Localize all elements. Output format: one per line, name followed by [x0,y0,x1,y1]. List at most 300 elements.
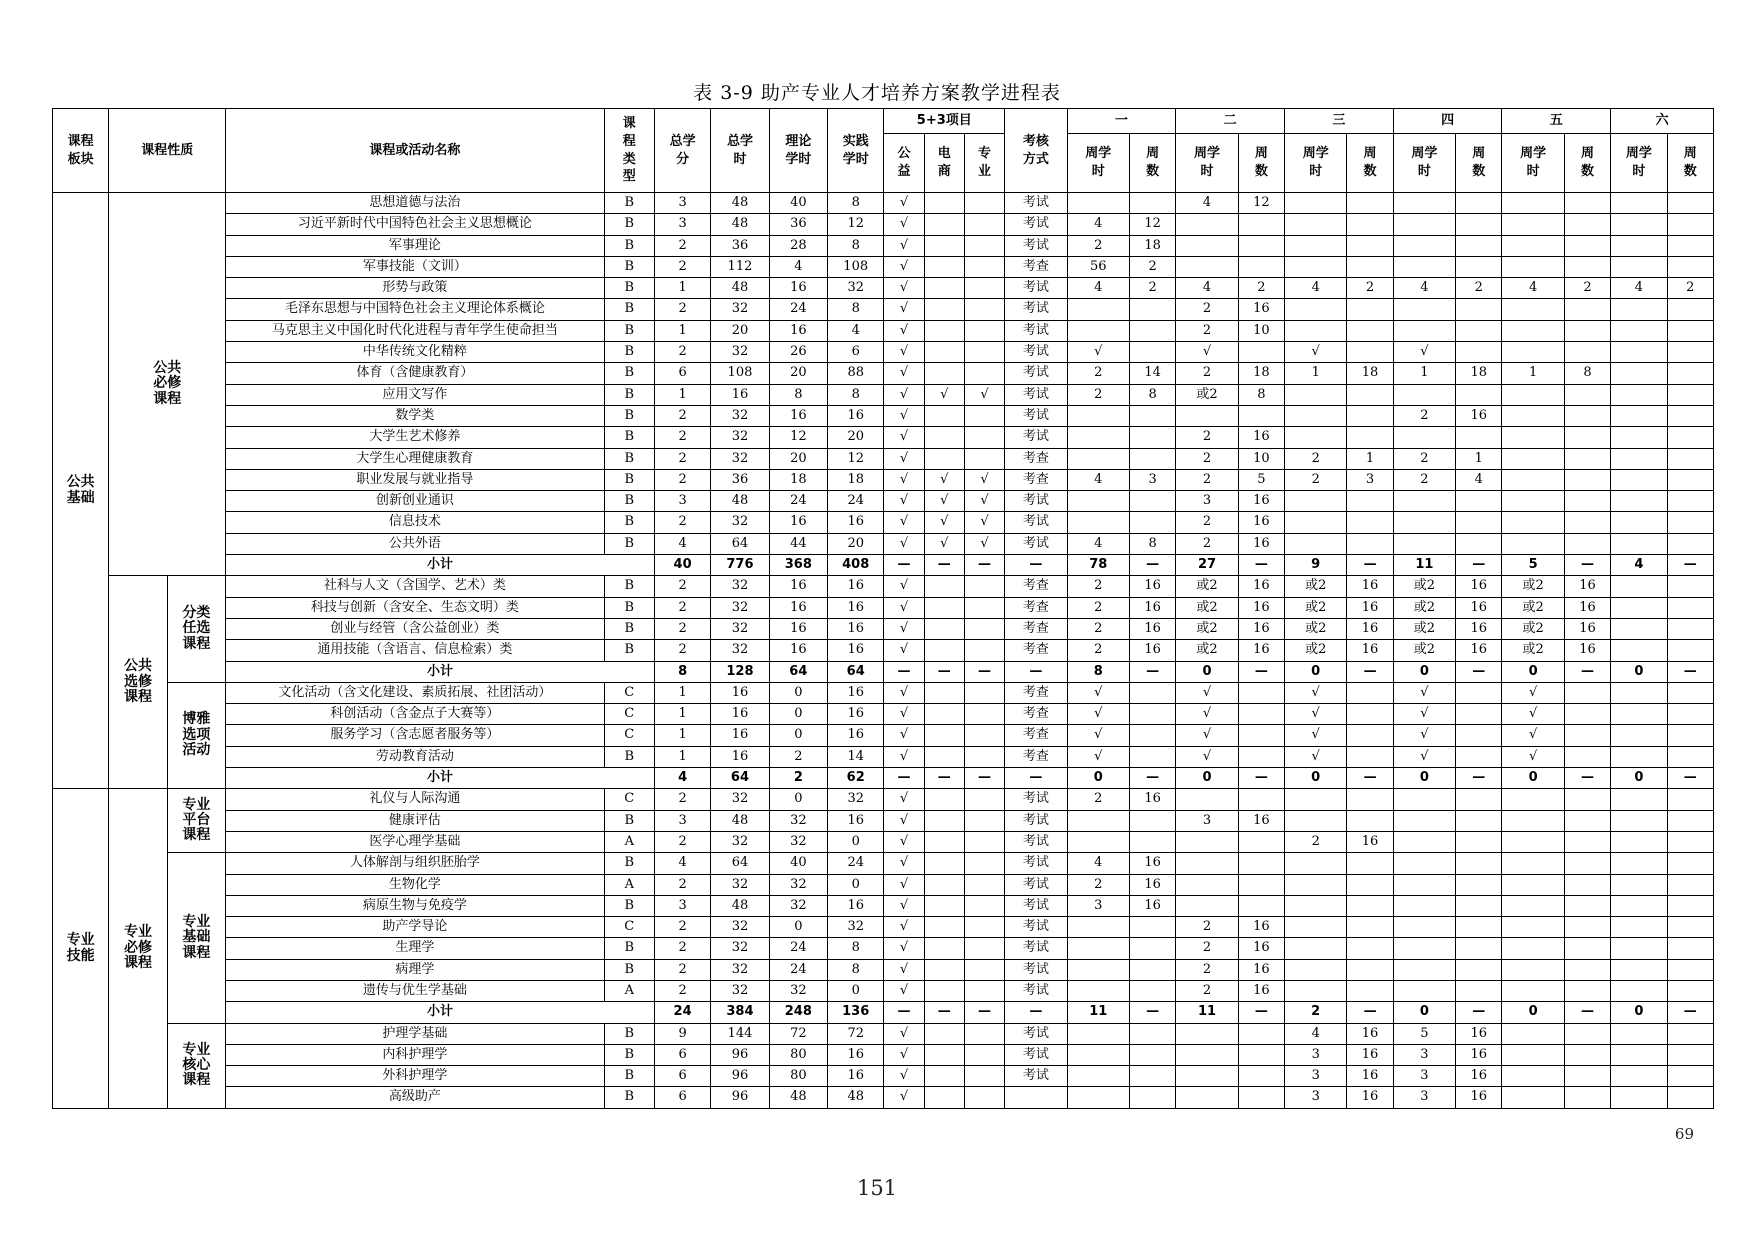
course-name: 大学生心理健康教育 [226,448,604,469]
course-name: 人体解剖与组织胚胎学 [226,853,604,874]
table-cell: — [1347,661,1393,682]
table-cell [1456,533,1502,554]
table-cell [1456,235,1502,256]
table-cell: 12 [1129,214,1175,235]
table-cell: 32 [711,427,769,448]
table-cell: 2 [1067,576,1129,597]
header-weeks: 周 数 [1129,134,1175,193]
table-cell [1347,512,1393,533]
table-cell [1564,320,1610,341]
table-cell [1611,725,1667,746]
table-row [53,746,1714,767]
header-hours: 总学 时 [711,109,769,193]
table-cell [964,278,1004,299]
table-cell: 10 [1238,448,1284,469]
table-cell [1564,917,1610,938]
table-cell [1067,491,1129,512]
table-cell: 3 [654,491,710,512]
table-cell: 776 [711,555,769,576]
table-cell: — [1347,1002,1393,1023]
table-row [53,831,1714,852]
table-cell [1176,853,1238,874]
table-cell: 1 [1285,363,1347,384]
table-cell: 0 [1502,768,1564,789]
table-cell: 4 [1176,278,1238,299]
table-cell: √ [884,831,924,852]
table-cell: 3 [1393,1087,1455,1108]
table-cell: 16 [1456,1044,1502,1065]
table-cell [1564,746,1610,767]
table-cell [1611,342,1667,363]
table-cell [1456,299,1502,320]
table-row [53,1066,1714,1087]
table-row [53,704,1714,725]
table-cell: 32 [769,810,827,831]
table-cell [1176,235,1238,256]
table-cell: 0 [1393,768,1455,789]
table-cell [1667,831,1713,852]
table-cell [924,895,964,916]
table-cell: 108 [828,256,884,277]
table-cell: 考试 [1005,980,1067,1001]
table-cell: 16 [769,618,827,639]
table-cell: √ [884,618,924,639]
table-cell [1667,853,1713,874]
table-cell: 8 [1129,533,1175,554]
table-cell [1129,299,1175,320]
table-cell: 48 [711,278,769,299]
group-public-basic: 公共 基础 [53,193,109,789]
table-cell [1347,704,1393,725]
table-cell: 3 [654,193,710,214]
table-cell: 2 [1067,874,1129,895]
table-cell: 40 [769,193,827,214]
table-cell: 3 [654,214,710,235]
table-cell [1129,448,1175,469]
table-cell [1611,959,1667,980]
table-cell: 2 [654,938,710,959]
table-cell: B [604,533,654,554]
table-cell [1667,597,1713,618]
table-cell [924,704,964,725]
table-row [53,256,1714,277]
table-cell: 16 [1238,959,1284,980]
table-cell [964,1023,1004,1044]
group-foundation: 专业 基础 课程 [167,853,225,1023]
table-cell [1667,682,1713,703]
table-cell [1067,193,1129,214]
table-cell: 16 [1347,640,1393,661]
course-name: 劳动教育活动 [226,746,604,767]
table-cell [964,342,1004,363]
course-name: 服务学习（含志愿者服务等） [226,725,604,746]
table-row [53,278,1714,299]
table-cell [1502,427,1564,448]
table-cell [1129,320,1175,341]
table-cell: 80 [769,1066,827,1087]
table-cell: 考试 [1005,895,1067,916]
course-name: 形势与政策 [226,278,604,299]
table-cell [1611,746,1667,767]
table-cell [964,640,1004,661]
header-practice: 实践 学时 [828,109,884,193]
table-cell [964,193,1004,214]
table-cell: 10 [1238,320,1284,341]
table-cell [1238,895,1284,916]
table-cell [1238,725,1284,746]
table-cell: 或2 [1502,618,1564,639]
table-cell [1611,1066,1667,1087]
table-cell: — [1456,1002,1502,1023]
table-cell [1456,938,1502,959]
table-cell: 2 [654,618,710,639]
table-cell: 2 [1129,256,1175,277]
table-cell [964,576,1004,597]
table-cell: 24 [654,1002,710,1023]
table-cell [1611,448,1667,469]
table-cell: 16 [1238,299,1284,320]
table-cell: 考试 [1005,874,1067,895]
table-cell: 1 [1502,363,1564,384]
table-cell: 32 [711,917,769,938]
table-cell: 考查 [1005,256,1067,277]
table-cell: √ [884,1044,924,1065]
table-cell: 4 [1393,278,1455,299]
table-cell: 考试 [1005,959,1067,980]
table-cell: 或2 [1176,597,1238,618]
table-cell [964,256,1004,277]
table-cell: 16 [1564,618,1610,639]
table-cell: 16 [711,384,769,405]
table-cell: 6 [828,342,884,363]
table-cell: 0 [1393,661,1455,682]
table-cell [1347,299,1393,320]
table-cell: √ [884,1066,924,1087]
table-cell [1667,512,1713,533]
table-cell: 16 [828,512,884,533]
table-cell: 3 [1285,1087,1347,1108]
table-cell [1611,895,1667,916]
table-cell [1564,214,1610,235]
table-cell: √ [1393,746,1455,767]
table-cell: 考试 [1005,1044,1067,1065]
table-cell [1564,469,1610,490]
header-week-hours: 周学 时 [1285,134,1347,193]
table-cell: 3 [654,895,710,916]
table-cell: 16 [1456,576,1502,597]
table-cell: 32 [828,917,884,938]
header-semester-2: 二 [1176,109,1285,134]
table-cell: 16 [1238,810,1284,831]
table-cell [924,235,964,256]
table-cell [1238,1066,1284,1087]
table-cell: 16 [1238,938,1284,959]
table-cell [1393,831,1455,852]
table-cell [1238,342,1284,363]
table-cell: 16 [1564,576,1610,597]
table-cell: √ [884,704,924,725]
table-cell: 24 [828,853,884,874]
table-cell [1456,874,1502,895]
table-cell: 2 [1285,831,1347,852]
table-cell: B [604,448,654,469]
table-cell: 1 [654,278,710,299]
table-cell: C [604,917,654,938]
table-cell: — [1005,661,1067,682]
table-cell: B [604,320,654,341]
table-cell [1176,1087,1238,1108]
table-cell [1667,256,1713,277]
table-cell: — [1129,1002,1175,1023]
table-cell [924,618,964,639]
table-cell [924,1044,964,1065]
table-cell [1502,469,1564,490]
table-cell: 16 [1347,576,1393,597]
table-cell: 考试 [1005,1023,1067,1044]
table-cell [1611,427,1667,448]
table-cell [924,853,964,874]
table-cell [964,214,1004,235]
table-cell: 16 [1129,853,1175,874]
table-row [53,682,1714,703]
table-row [53,512,1714,533]
table-cell [964,1066,1004,1087]
table-cell: 32 [711,448,769,469]
course-name: 数学类 [226,405,604,426]
table-cell [1611,214,1667,235]
table-cell: 16 [1456,618,1502,639]
table-cell: 9 [1285,555,1347,576]
table-cell: 0 [769,704,827,725]
table-cell: 16 [769,278,827,299]
table-cell: √ [884,746,924,767]
table-cell [964,618,1004,639]
course-name: 健康评估 [226,810,604,831]
table-cell: — [964,768,1004,789]
table-cell [964,746,1004,767]
table-cell [964,1044,1004,1065]
table-cell: 16 [1238,980,1284,1001]
header-semester-4: 四 [1393,109,1502,134]
table-cell [1502,235,1564,256]
table-cell: 4 [1067,853,1129,874]
table-cell: √ [884,1023,924,1044]
table-cell [1347,256,1393,277]
table-cell: 0 [1285,768,1347,789]
table-cell: 16 [1129,789,1175,810]
table-cell [1285,214,1347,235]
table-cell [1456,320,1502,341]
table-cell [1667,299,1713,320]
table-cell: 考试 [1005,853,1067,874]
table-cell: 16 [828,1066,884,1087]
table-cell: 考查 [1005,618,1067,639]
table-cell: B [604,235,654,256]
table-cell [1456,959,1502,980]
table-cell: 0 [828,980,884,1001]
table-cell: 8 [828,299,884,320]
table-cell [1611,810,1667,831]
table-cell [1502,448,1564,469]
table-cell: 2 [1285,1002,1347,1023]
table-cell [1564,853,1610,874]
table-cell: B [604,299,654,320]
table-cell: B [604,193,654,214]
table-cell [964,299,1004,320]
table-cell [1611,491,1667,512]
header-credits: 总学 分 [654,109,710,193]
table-cell: √ [884,320,924,341]
table-cell: 32 [711,789,769,810]
table-cell [1129,725,1175,746]
table-cell: A [604,831,654,852]
table-cell: 2 [654,405,710,426]
table-cell: 20 [828,533,884,554]
table-cell [1667,1087,1713,1108]
table-cell [1129,1087,1175,1108]
table-cell [924,682,964,703]
table-row [53,405,1714,426]
table-row [53,342,1714,363]
table-cell: 0 [769,917,827,938]
course-name: 信息技术 [226,512,604,533]
table-cell: — [1347,768,1393,789]
table-cell [1564,1066,1610,1087]
table-cell [1393,193,1455,214]
table-cell: 32 [769,980,827,1001]
table-cell: 8 [1067,661,1129,682]
table-cell [1611,980,1667,1001]
course-name: 高级助产 [226,1087,604,1108]
header-project-group: 5+3项目 [884,109,1005,134]
table-cell: √ [1393,725,1455,746]
table-cell: 5 [1238,469,1284,490]
table-cell: 16 [828,725,884,746]
table-cell [1285,959,1347,980]
table-cell: √ [1502,704,1564,725]
table-cell: 2 [654,640,710,661]
table-cell [1238,874,1284,895]
table-cell: 16 [1129,895,1175,916]
table-cell: 考试 [1005,491,1067,512]
table-cell: 2 [1393,469,1455,490]
table-cell [924,725,964,746]
table-cell [964,895,1004,916]
table-cell: 0 [1067,768,1129,789]
table-cell [924,597,964,618]
table-cell: 28 [769,235,827,256]
table-cell: 1 [1347,448,1393,469]
table-cell [1347,725,1393,746]
table-cell: 16 [828,682,884,703]
table-cell [1611,640,1667,661]
table-cell: 2 [1176,533,1238,554]
table-cell: 40 [654,555,710,576]
table-cell: — [924,1002,964,1023]
table-cell: 0 [1393,1002,1455,1023]
table-cell: 24 [828,491,884,512]
table-cell [1393,853,1455,874]
table-cell: B [604,810,654,831]
table-cell [1347,427,1393,448]
table-cell [1456,746,1502,767]
table-cell [1176,895,1238,916]
subtotal-label: 小计 [226,768,655,789]
table-cell [964,831,1004,852]
table-cell [1347,980,1393,1001]
table-cell [1176,214,1238,235]
table-cell: 考试 [1005,342,1067,363]
table-cell: 16 [828,1044,884,1065]
table-row [53,640,1714,661]
table-cell [964,980,1004,1001]
table-cell [1129,682,1175,703]
table-cell [1129,938,1175,959]
table-row [53,214,1714,235]
table-cell [1667,448,1713,469]
table-cell [1285,938,1347,959]
table-cell: 考查 [1005,725,1067,746]
table-cell: 4 [654,533,710,554]
table-cell: 62 [828,768,884,789]
table-cell: 考试 [1005,405,1067,426]
table-cell: 2 [1067,235,1129,256]
table-cell: 2 [654,448,710,469]
table-cell: 2 [1176,320,1238,341]
subtotal-label: 小计 [226,555,655,576]
group-professional-skill: 专业 技能 [53,789,109,1108]
table-cell: 16 [1347,1023,1393,1044]
table-cell: √ [964,491,1004,512]
table-cell [1176,1066,1238,1087]
table-cell: B [604,618,654,639]
table-cell: 或2 [1176,576,1238,597]
table-cell: 8 [828,959,884,980]
table-cell: 2 [1176,299,1238,320]
table-cell [1129,831,1175,852]
table-cell: 0 [1611,661,1667,682]
table-cell: 4 [1067,533,1129,554]
table-cell: 1 [1393,363,1455,384]
table-cell [1667,1066,1713,1087]
header-week-hours: 周学 时 [1176,134,1238,193]
table-row [53,533,1714,554]
table-cell: 4 [1285,1023,1347,1044]
table-cell: 16 [1129,576,1175,597]
table-cell: — [1564,661,1610,682]
table-cell: — [1129,661,1175,682]
table-cell: √ [924,384,964,405]
table-cell [1611,576,1667,597]
table-cell [1502,342,1564,363]
table-cell: √ [884,597,924,618]
table-cell [1611,193,1667,214]
table-cell [1347,810,1393,831]
table-cell: 2 [1129,278,1175,299]
table-cell [1285,980,1347,1001]
table-cell [924,256,964,277]
table-cell [1285,512,1347,533]
table-row [53,980,1714,1001]
table-cell [1502,1087,1564,1108]
table-cell: √ [884,384,924,405]
table-cell: √ [1176,746,1238,767]
table-cell: 2 [1238,278,1284,299]
table-cell: 18 [828,469,884,490]
table-cell: √ [1502,682,1564,703]
course-name: 职业发展与就业指导 [226,469,604,490]
table-cell [1129,342,1175,363]
